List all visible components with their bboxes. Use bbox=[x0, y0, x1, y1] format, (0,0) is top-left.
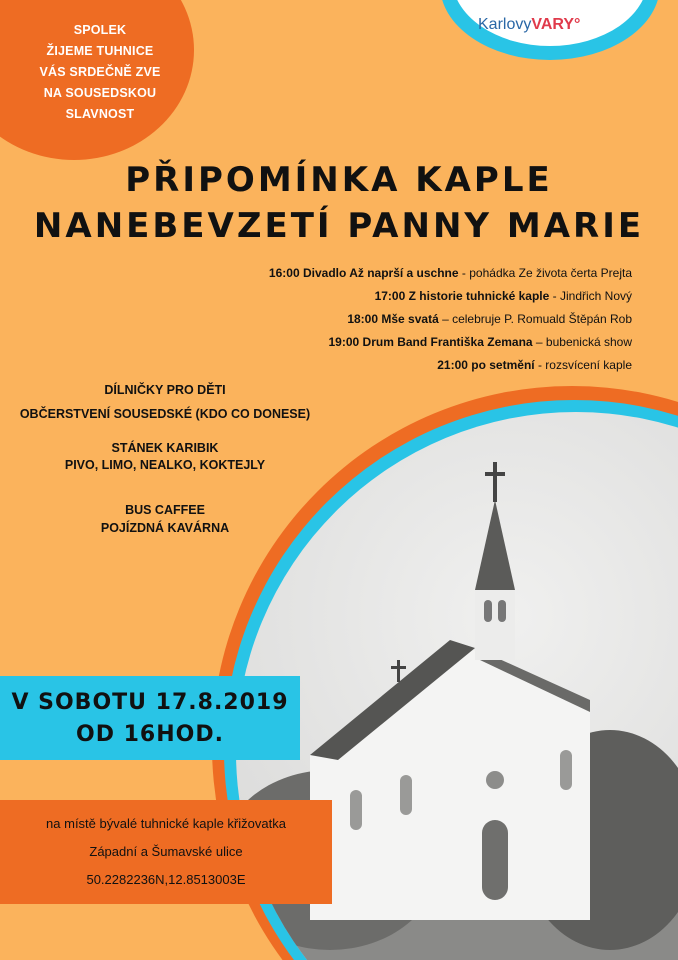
program-name: Mše svatá bbox=[381, 312, 439, 326]
program-detail: – celebruje P. Romuald Štěpán Rob bbox=[438, 312, 632, 326]
cafe-subtitle: POJÍZDNÁ KAVÁRNA bbox=[100, 521, 230, 535]
location-banner bbox=[0, 800, 332, 904]
date-line-1: V SOBOTU 17.8.2019 bbox=[11, 690, 289, 715]
invitation-text bbox=[30, 20, 170, 125]
logo-part1: Karlovy bbox=[478, 16, 532, 33]
roof-cross-bar bbox=[391, 666, 406, 669]
program-detail: - Jindřich Nový bbox=[549, 289, 632, 303]
rose-window bbox=[486, 771, 504, 789]
program-item bbox=[269, 262, 632, 285]
tower-spire bbox=[475, 500, 515, 590]
badge-line: VÁS SRDEČNĚ ZVE bbox=[39, 65, 161, 79]
karlovy-vary-logo bbox=[478, 16, 580, 34]
program-detail: – bubenická show bbox=[532, 335, 632, 349]
workshops-text: DÍLNIČKY PRO DĚTI bbox=[104, 383, 226, 397]
cross-vertical bbox=[493, 462, 497, 502]
tower-window bbox=[498, 600, 506, 622]
program-detail: - rozsvícení kaple bbox=[534, 358, 632, 372]
program-item bbox=[269, 354, 632, 377]
badge-line: NA SOUSEDSKOU bbox=[43, 86, 157, 100]
title-line-2: NANEBEVZETÍ PANNY MARIE bbox=[33, 206, 645, 246]
side-window bbox=[400, 775, 412, 815]
chapel-door bbox=[482, 820, 508, 900]
program-time: 16:00 bbox=[268, 266, 300, 280]
tower-body bbox=[475, 580, 515, 660]
title-line-1: PŘIPOMÍNKA KAPLE bbox=[125, 160, 553, 200]
program-detail: - pohádka Ze života čerta Prejta bbox=[458, 266, 632, 280]
program-name: Drum Band Františka Zemana bbox=[362, 335, 533, 349]
badge-line: SLAVNOST bbox=[65, 107, 135, 121]
tower-window bbox=[484, 600, 492, 622]
badge-line: ŽIJEME TUHNICE bbox=[46, 44, 154, 58]
date-line-2: OD 16HOD. bbox=[76, 722, 224, 747]
program-name: Z historie tuhnické kaple bbox=[408, 289, 550, 303]
gps-coordinates: 50.2282236N,12.8513003E bbox=[86, 872, 246, 887]
cross-horizontal bbox=[485, 472, 505, 476]
program-time: 21:00 bbox=[437, 358, 468, 372]
program-item bbox=[269, 331, 632, 354]
program-item bbox=[269, 308, 632, 331]
location-line-2: Západní a Šumavské ulice bbox=[89, 844, 243, 859]
side-window bbox=[350, 790, 362, 830]
stand-items: PIVO, LIMO, NEALKO, KOKTEJLY bbox=[64, 458, 266, 472]
logo-part2: VARY° bbox=[531, 16, 581, 33]
roof-cross bbox=[397, 660, 400, 682]
date-banner bbox=[0, 676, 300, 760]
refreshment-text: OBČERSTVENÍ SOUSEDSKÉ (KDO CO DONESE) bbox=[19, 407, 311, 421]
side-window bbox=[560, 750, 572, 790]
location-line-1: na místě bývalé tuhnické kaple křižovatka bbox=[46, 816, 286, 831]
stand-title: STÁNEK KARIBIK bbox=[111, 441, 219, 455]
program-time: 17:00 bbox=[374, 289, 406, 303]
program-name: po setmění bbox=[471, 358, 535, 372]
program-time: 18:00 bbox=[347, 312, 379, 326]
cafe-title: BUS CAFFEE bbox=[125, 503, 205, 517]
program-list bbox=[269, 262, 632, 377]
badge-line: SPOLEK bbox=[73, 23, 127, 37]
program-item bbox=[269, 285, 632, 308]
program-time: 19:00 bbox=[328, 335, 360, 349]
program-name: Divadlo Až naprší a uschne bbox=[302, 266, 459, 280]
